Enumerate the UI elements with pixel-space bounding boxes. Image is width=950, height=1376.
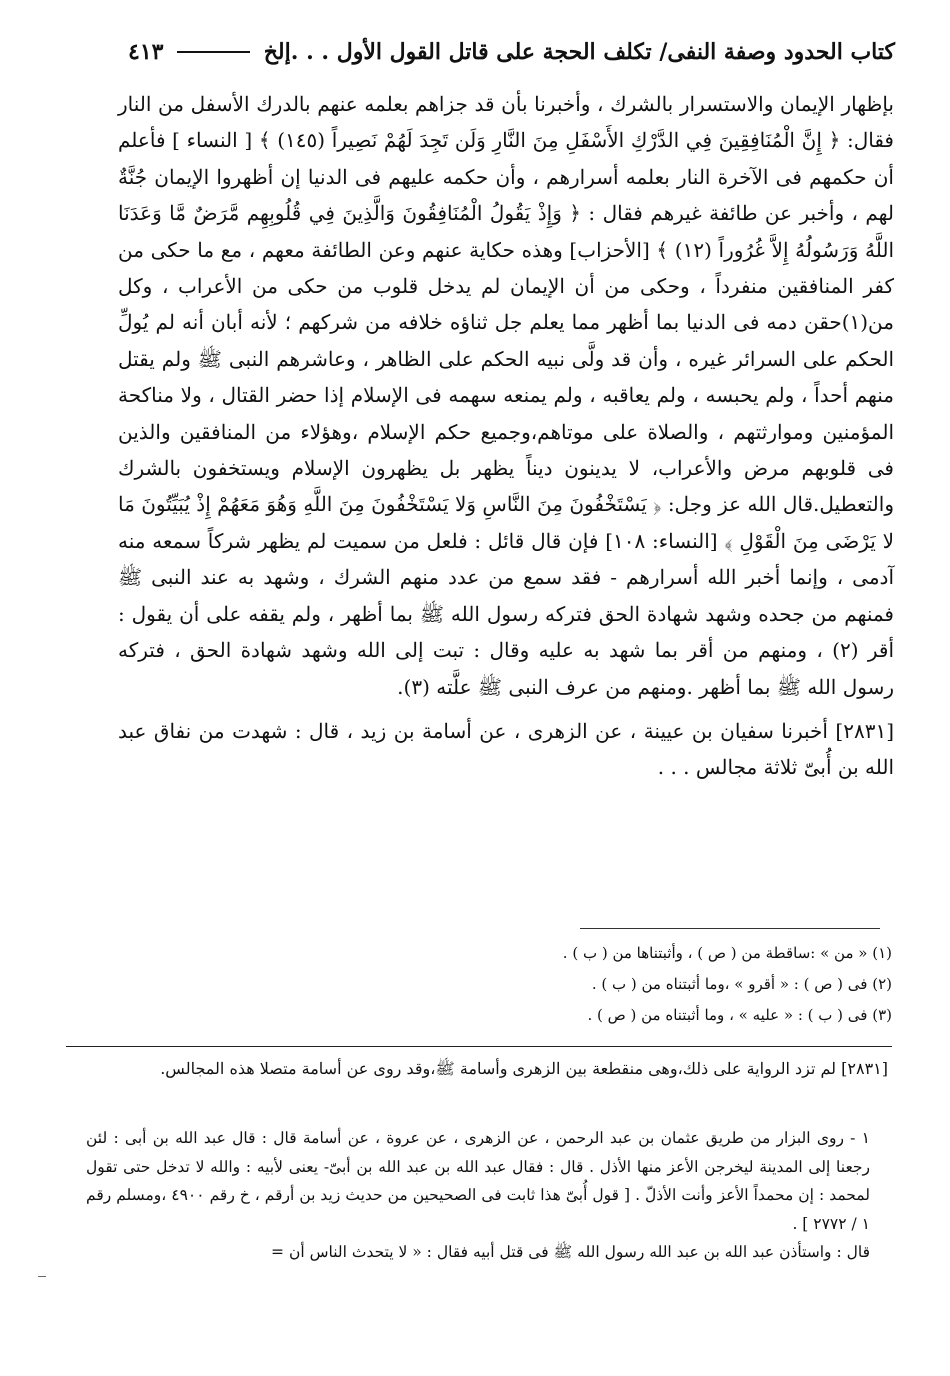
header-title: كتاب الحدود وصفة النفى/ تكلف الحجة على قاتل القول الأول . . .إلخ bbox=[263, 39, 895, 65]
margin-mark bbox=[38, 1276, 46, 1277]
commentary-divider bbox=[66, 1046, 892, 1047]
footnote-separator bbox=[580, 928, 880, 929]
body-paragraph: بإظهار الإيمان والاستسرار بالشرك ، وأخبرنا بأن قد جزاهم بعلمه عنهم بالدرك الأسفل من النار فقال: ﴿ إِنَّ الْمُنَافِقِينَ فِي الدَّرْكِ الأَسْفَلِ مِنَ النَّارِ وَلَن تَجِدَ لَهُمْ نَصِيراً (١٤٥) ﴾ [ النساء ] فأعلم أن حكمهم فى الآخرة النار بعلمه أسرارهم ، وأن حكمه عليهم فى الدنيا إن أظهروا الإيمان جُنَّةٌ لهم ، وأخبر عن طائفة غيرهم فقال : ﴿ وَإِذْ يَقُولُ الْمُنَافِقُونَ وَالَّذِينَ فِي قُلُوبِهِم مَّرَضٌ مَّا وَعَدَنَا اللَّهُ وَرَسُولُهُ إِلاَّ غُرُوراً (١٢) ﴾ [الأحزاب] وهذه حكاية عنهم وعن الطائفة معهم ، مع ما حكى من كفر المنافقين منفرداً ، وحكى من أن الإيمان لم يدخل قلوب من حكى من الأعراب ، وكل من(١)حقن دمه فى الدنيا بما أظهر مما يعلم جل ثناؤه خلافه من شركهم ؛ لأنه أبان أنه لم يُولِّ الحكم على السرائر غيره ، وأن قد ولَّى نبيه الحكم على الظاهر ، وعاشرهم النبى ﷺ ولم يقتل منهم أحداً ، ولم يحبسه ، ولم يعاقبه ، ولم يمنعه سهمه فى الإسلام إذا حضر القتال ، ولا مناكحة المؤمنين وموارثتهم ، والصلاة على موتاهم،وجميع حكم الإسلام ،وهؤلاء من المنافقين والذين فى قلوبهم مرض والأعراب، لا يدينون ديناً يظهر بل يظهرون الإسلام ويستخفون بالشرك والتعطيل.قال الله عز وجل: ﴿ يَسْتَخْفُونَ مِنَ النَّاسِ وَلا يَسْتَخْفُونَ مِنَ اللَّهِ وَهُوَ مَعَهُمْ إِذْ يُبَيِّتُونَ مَا لا يَرْضَى مِنَ الْقَوْلِ ﴾ [النساء: ١٠٨] فإن قال قائل : فلعل من سميت لم يظهر شركاً سمعه منه آدمى ، وإنما أخبر الله أسرارهم - فقد سمع من عدد منهم الشرك ، وشهد به عند النبى ﷺ فمنهم من جحده وشهد شهادة الحق فتركه رسول الله ﷺ بما أظهر ، ولم يقفه على أن يقول : أقر (٢) ، ومنهم من أقر بما شهد به عليه وقال : تبت إلى الله وشهد شهادة الحق ، فتركه رسول الله ﷺ بما أظهر .ومنهم من عرف النبى ﷺ علَّته (٣). bbox=[118, 92, 895, 699]
commentary: [٢٨٣١] لم تزد الرواية على ذلك،وهى منقطعة بين الزهرى وأسامة ﷺ،وقد روى عن أسامة متصلا هذه المجالس. bbox=[160, 1059, 888, 1078]
running-header bbox=[128, 30, 895, 74]
hadith-paragraph: [٢٨٣١] أخبرنا سفيان بن عيينة ، عن الزهرى ، عن أسامة بن زيد ، قال : شهدت من نفاق عبد الله بن أُبىّ ثلاثة مجالس . . . bbox=[118, 718, 895, 780]
note-paragraph: ١ - روى البزار من طريق عثمان بن عبد الرحمن ، عن الزهرى ، عن عروة ، عن أسامة قال : قال عبد الله بن أبى : لئن رجعنا إلى المدينة ليخرجن الأعز منها الأذل . قال : فقال عبد الله بن عبد الله بن أبىّ- يعنى لأبيه : والله لا تدخل حتى تقول لمحمد : إن محمداً الأعز وأنت الأذلّ . [ قول أُبىّ هذا ثابت فى الصحيحين من حديث زيد بن أرقم ، خ رقم ٤٩٠٠ ،ومسلم رقم ١ / ٢٧٧٢ ] . bbox=[86, 1129, 870, 1233]
hadith-notes bbox=[86, 1124, 870, 1267]
main-text bbox=[118, 86, 894, 786]
note-paragraph: قال : واستأذن عبد الله بن عبد الله رسول الله ﷺ فى قتل أبيه فقال : « لا يتحدث الناس أن = bbox=[271, 1243, 870, 1261]
page-number: ٤١٣ bbox=[128, 39, 164, 65]
footnote-2: (٢) فى ( ص ) : « أقرو » ،وما أثبتناه من ( ب ) . bbox=[591, 975, 892, 993]
footnote-3: (٣) فى ( ب ) : « عليه » ، وما أثبتناه من ( ص ) . bbox=[587, 1006, 892, 1024]
footnotes bbox=[380, 938, 892, 1031]
footnote-1: (١) « من » :ساقطة من ( ص ) ، وأثبتناها من ( ب ) . bbox=[562, 944, 892, 962]
header-rule bbox=[177, 51, 249, 53]
